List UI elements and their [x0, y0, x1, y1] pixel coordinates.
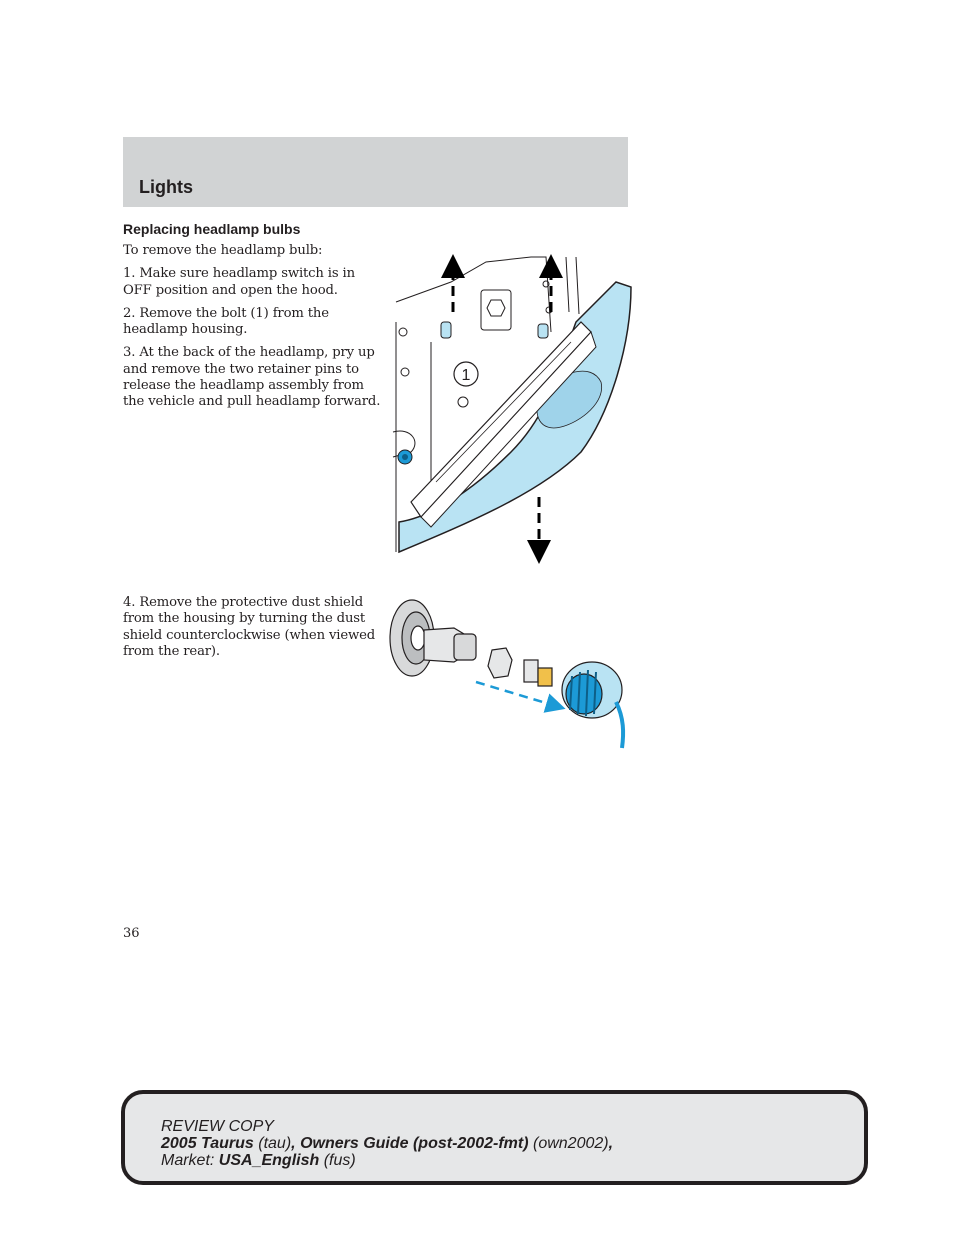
instructions-bottom — [123, 595, 381, 667]
section-title: Lights — [139, 177, 193, 197]
footer-text — [161, 1118, 613, 1169]
footer-model: 2005 Taurus — [161, 1135, 254, 1152]
footer-guide-code: (own2002) — [533, 1135, 609, 1152]
footer-guide: Owners Guide (post-2002-fmt) — [300, 1135, 529, 1152]
callout-1: 1 — [461, 367, 471, 384]
subheading: Replacing headlamp bulbs — [123, 221, 301, 237]
review-copy-label: REVIEW COPY — [161, 1118, 274, 1135]
footer-market-label: Market: — [161, 1152, 215, 1169]
step-2: 2. Remove the bolt (1) from the headlamp housing. — [123, 305, 329, 338]
footer-market-code: (fus) — [323, 1152, 356, 1169]
instructions-top — [123, 243, 381, 418]
headlamp-removal-illustration — [391, 252, 636, 564]
step-4: 4. Remove the protective dust shield from the housing by turning the dust shield counterclockwise (when viewed from the rear). — [123, 595, 376, 659]
footer-sep-2: , — [608, 1135, 614, 1152]
step-3: 3. At the back of the headlamp, pry up and remove the two retainer pins to release the headlamp assembly from the vehicle and pull headlamp forward. — [123, 345, 381, 410]
section-header-band — [123, 137, 628, 207]
footer-sep-1: , — [291, 1135, 296, 1152]
dust-shield-illustration — [384, 598, 629, 750]
footer-model-code: (tau) — [258, 1135, 292, 1152]
intro-text: To remove the headlamp bulb: — [123, 243, 323, 258]
footer-market: USA_English — [218, 1152, 320, 1169]
page-number: 36 — [123, 926, 140, 941]
review-footer — [121, 1090, 868, 1185]
step-1: 1. Make sure headlamp switch is in OFF position and open the hood. — [123, 266, 355, 298]
